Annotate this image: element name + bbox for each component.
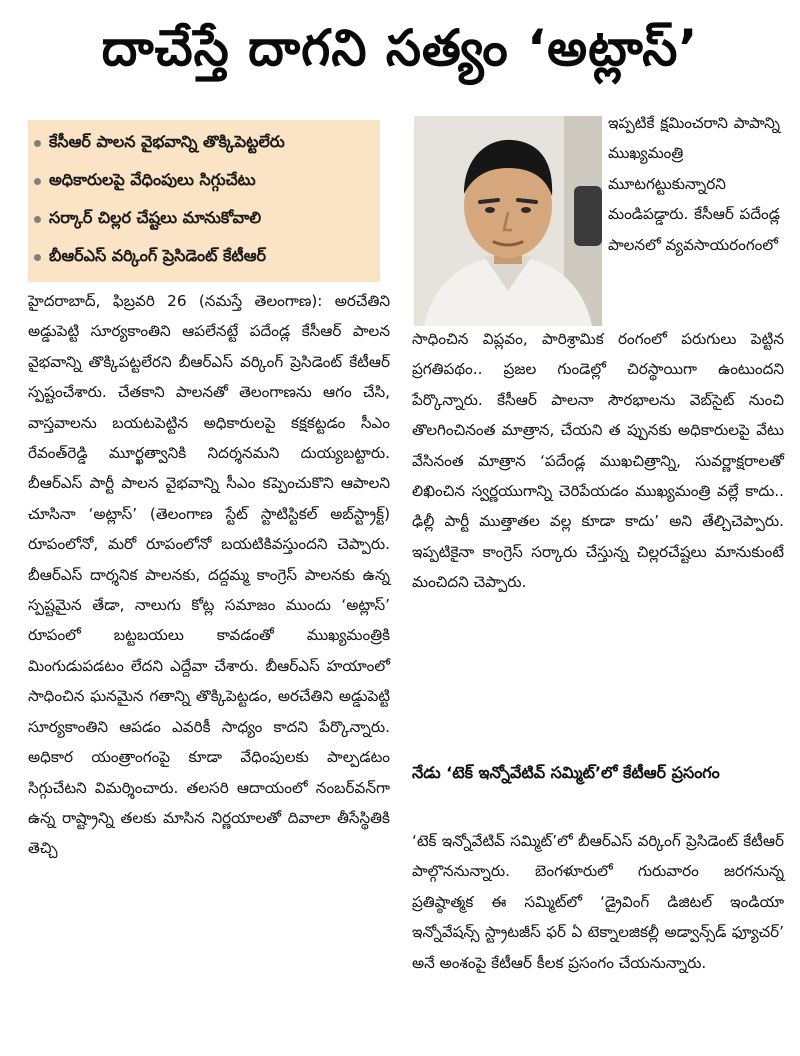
person-illustration-icon [414, 116, 602, 326]
article-paragraph: ఇప్పటికే క్షమించరాని పాపాన్ని ముఖ్యమంత్రి మూటగట్టుకున్నారని మండిపడ్డారు. కేసీఆర్ పదేండ్ల పాలనలో వ్యవసాయరంగంలో [608, 114, 780, 254]
highlights-box [28, 120, 380, 282]
subheading: నేడు ‘టెక్ ఇన్నోవేటివ్ సమ్మిట్’లో కేటీఆర్ ప్రసంగం [412, 763, 720, 782]
article-column-right-lower [412, 826, 784, 978]
article-paragraph: సాధించిన విప్లవం, పారిశ్రామిక రంగంలో పరుగులు పెట్టిన ప్రగతిపథం.. ప్రజల గుండెల్లో చిరస్థాయిగా ఉంటుందని పేర్కొన్నారు. కేసీఆర్ పాలనా సౌరభాలను వెబ్‌సైట్ నుంచి తొలగించినంత మాత్రాన, చేయని త ప్పునకు అధికారులపై వేటు వేసినంత మాత్రాన ‘పదేండ్ల ముఖచిత్రాన్ని, సువర్ణాక్షరాలతో లిఖించిన స్వర్ణయుగాన్ని చెరిపేయడం ముఖ్యమంత్రి వల్లే కాదు.. ఢిల్లీ పార్టీ ముత్తాతల వల్ల కూడా కాదు’ అని తేల్చిచెప్పారు. ఇప్పటికైనా కాంగ్రెస్ సర్కారు చేస్తున్న చిల్లరచేష్టలు మానుకుంటే మంచిదని చెప్పారు. [412, 330, 784, 592]
article-column-right [412, 324, 784, 598]
article-paragraph: హైదరాబాద్, ఫిబ్రవరి 26 (నమస్తే తెలంగాణ): అరచేతిని అడ్డుపెట్టి సూర్యకాంతిని ఆపలేనట్టే పదేండ్ల కేసీఆర్ పాలన వైభవాన్ని తొక్కిపట్టలేరని బీఆర్ఎస్ వర్కింగ్ ప్రెసిడెంట్ కేటీఆర్ స్పష్టంచేశారు. చేతకాని పాలనతో తెలంగాణను ఆగం చేసి, వాస్తవాలను బయటపెట్టిన అధికారులపై కక్షకట్టడం సీఎం రేవంత్‌రెడ్డి మూర్ఖత్వానికి నిదర్శనమని దుయ్యబట్టారు. బీఆర్ఎస్ పార్టీ పాలన వైభవాన్ని సీఎం కప్పెంచుకొని ఆపాలని చూసినా ‘అట్లాస్’ (తెలంగాణ స్టేట్ స్టాటిస్టికల్ అబ్‌స్ట్రాక్ట్) రూపంలోనో, మరో రూపంలోనో బయటికివస్తుందని చెప్పారు. బీఆర్ఎస్ దార్శనిక పాలనకు, దద్దమ్మ కాంగ్రెస్ పాలనకు ఉన్న స్పష్టమైన తేడా, నాలుగు కోట్ల సమాజం ముందు ‘అట్లాస్’ రూపంలో బట్టబయలు కావడంతో ముఖ్యమంత్రికి మింగుడుపడటం లేదని ఎద్దేవా చేశారు. బీఆర్ఎస్ హయాంలో సాధించిన ఘనమైన గతాన్ని తొక్కిపెట్టడం, అరచేతిని అడ్డుపెట్టి సూర్యకాంతిని ఆపడం ఎవరికీ సాధ్యం కాదని పేర్కొన్నారు. అధికార యంత్రాంగంపై కూడా వేధింపులకు పాల్పడటం సిగ్గుచేటని విమర్శించారు. తలసరి ఆదాయంలో నంబర్‌వన్‌గా ఉన్న రాష్ట్రాన్ని తలకు మాసిన నిర్ణయాలతో దివాలా తీసేస్థితికి తెచ్చి [28, 292, 390, 858]
highlight-text: అధికారులపై వేధింపులు సిగ్గుచేటు [49, 169, 256, 189]
article-paragraph: ‘టెక్ ఇన్నోవేటివ్ సమ్మిట్’లో బీఆర్ఎస్ వర్కింగ్ ప్రెసిడెంట్ కేటీఆర్ పాల్గొననున్నారు. బెంగళూరులో గురువారం జరగనున్న ప్రతిష్ఠాత్మక ఈ సమ్మిట్‌లో ‘డ్రైవింగ్ డిజిటల్ ఇండియా ఇన్నోవేషన్స్ స్ట్రాటజీస్ ఫర్ ఏ టెక్నాలజికల్లీ అడ్వాన్స్‌డ్ ఫ్యూచర్’ అనే అంశంపై కేటీఆర్ కీలక ప్రసంగం చేయనున్నారు. [412, 832, 784, 972]
highlight-item [34, 124, 374, 162]
highlight-item [34, 162, 374, 200]
portrait-photo [414, 116, 602, 326]
bullet-dot-icon [34, 216, 41, 223]
highlight-text: బీఆర్ఎస్ వర్కింగ్ ప్రెసిడెంట్ కేటీఆర్ [49, 245, 266, 265]
article-wrap-column [608, 108, 780, 260]
bullet-dot-icon [34, 140, 41, 147]
highlight-text: కేసీఆర్ పాలన వైభవాన్ని తొక్కిపెట్టలేరు [49, 131, 285, 151]
highlight-item [34, 200, 374, 238]
bullet-dot-icon [34, 254, 41, 261]
highlight-text: సర్కార్ చిల్లర చేష్టలు మానుకోవాలి [49, 207, 262, 227]
highlight-item [34, 238, 374, 276]
bullet-dot-icon [34, 178, 41, 185]
article-column-left [28, 286, 390, 864]
headline: దాచేస్తే దాగని సత్యం ‘అట్లాస్’ [101, 18, 699, 77]
